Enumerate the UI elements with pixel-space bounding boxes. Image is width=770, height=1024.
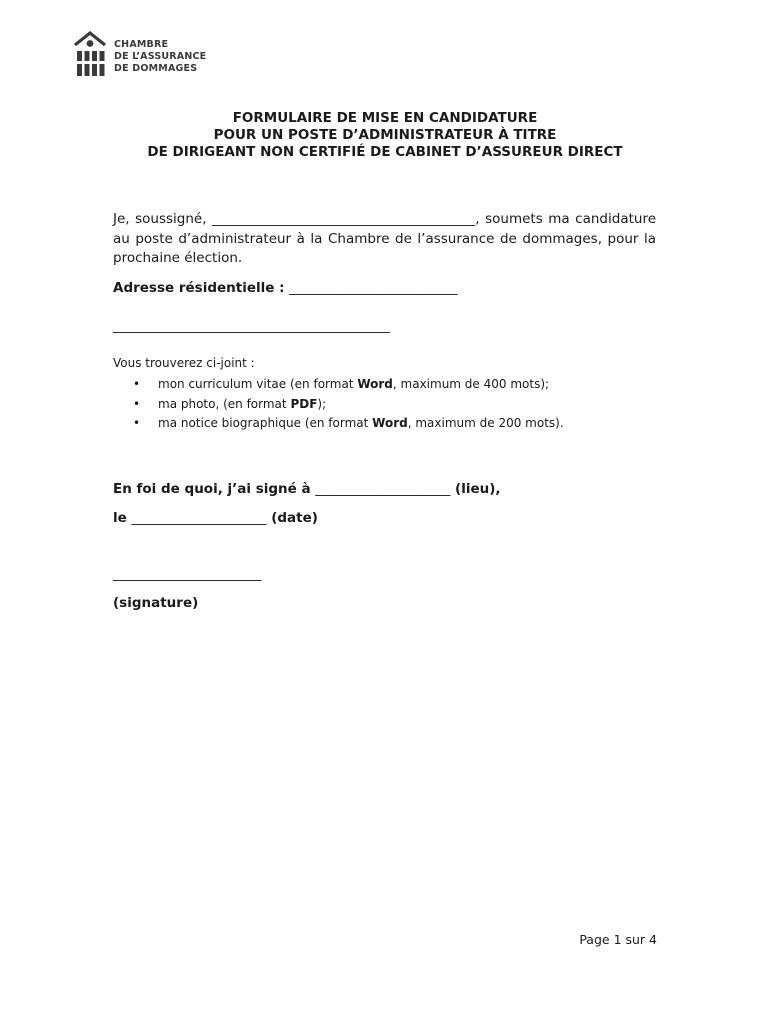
bullet-icon: •	[133, 377, 141, 391]
address-label: Adresse résidentielle :	[113, 280, 285, 296]
date-blank-field[interactable]: ____________________	[131, 510, 267, 526]
form-title	[0, 110, 770, 161]
item-text: ma notice biographique (en format	[158, 416, 373, 430]
item-format: Word	[372, 416, 408, 430]
logo-line: DE L’ASSURANCE	[114, 51, 207, 62]
item-text: ma photo, (en format	[158, 396, 291, 411]
item-format: Word	[357, 377, 393, 391]
attachments-title: Vous trouverez ci-joint :	[113, 356, 255, 370]
logo-line: DE DOMMAGES	[114, 63, 198, 74]
title-line: POUR UN POSTE D’ADMINISTRATEUR À TITRE	[213, 127, 557, 143]
house-columns-logo-icon	[74, 30, 106, 78]
title-line: FORMULAIRE DE MISE EN CANDIDATURE	[232, 110, 538, 126]
list-item	[113, 414, 564, 434]
place-blank-field[interactable]: ____________________	[315, 481, 451, 497]
item-text: , maximum de 400 mots);	[392, 377, 550, 391]
place-label: En foi de quoi, j’ai signé à	[113, 481, 311, 497]
organization-logo	[74, 30, 206, 78]
address-blank-field-2[interactable]: _________________________________________	[113, 318, 390, 334]
logo-text	[114, 39, 206, 75]
list-item	[113, 375, 564, 395]
intro-start: Je, soussigné,	[113, 211, 207, 227]
intro-paragraph	[113, 210, 656, 269]
signature-blank-field[interactable]: ______________________	[113, 566, 262, 582]
date-line	[113, 510, 318, 526]
item-text: mon curriculum vitae (en format	[158, 377, 358, 391]
item-format: PDF	[290, 396, 318, 411]
place-line	[113, 481, 501, 497]
item-text: );	[317, 396, 327, 411]
logo-line: CHAMBRE	[114, 39, 169, 50]
date-suffix: (date)	[271, 510, 318, 526]
address-line	[113, 280, 458, 296]
page-number: Page 1 sur 4	[579, 932, 657, 947]
item-text: , maximum de 200 mots).	[407, 416, 564, 430]
list-item	[113, 395, 564, 415]
attachments-list	[113, 375, 564, 434]
title-line: DE DIRIGEANT NON CERTIFIÉ DE CABINET D’ASSUREUR DIRECT	[147, 144, 623, 160]
intro-end: , soumets ma candidature au poste d’administrateur à la Chambre de l’assurance de dommages, pour la prochaine élection.	[113, 211, 657, 266]
place-suffix: (lieu),	[455, 481, 501, 497]
name-blank-field[interactable]: _______________________________________	[212, 211, 476, 227]
bullet-icon: •	[133, 416, 141, 430]
signature-label: (signature)	[113, 595, 199, 611]
address-blank-field[interactable]: _________________________	[288, 280, 458, 296]
bullet-icon: •	[133, 396, 141, 411]
date-label: le	[113, 510, 127, 526]
